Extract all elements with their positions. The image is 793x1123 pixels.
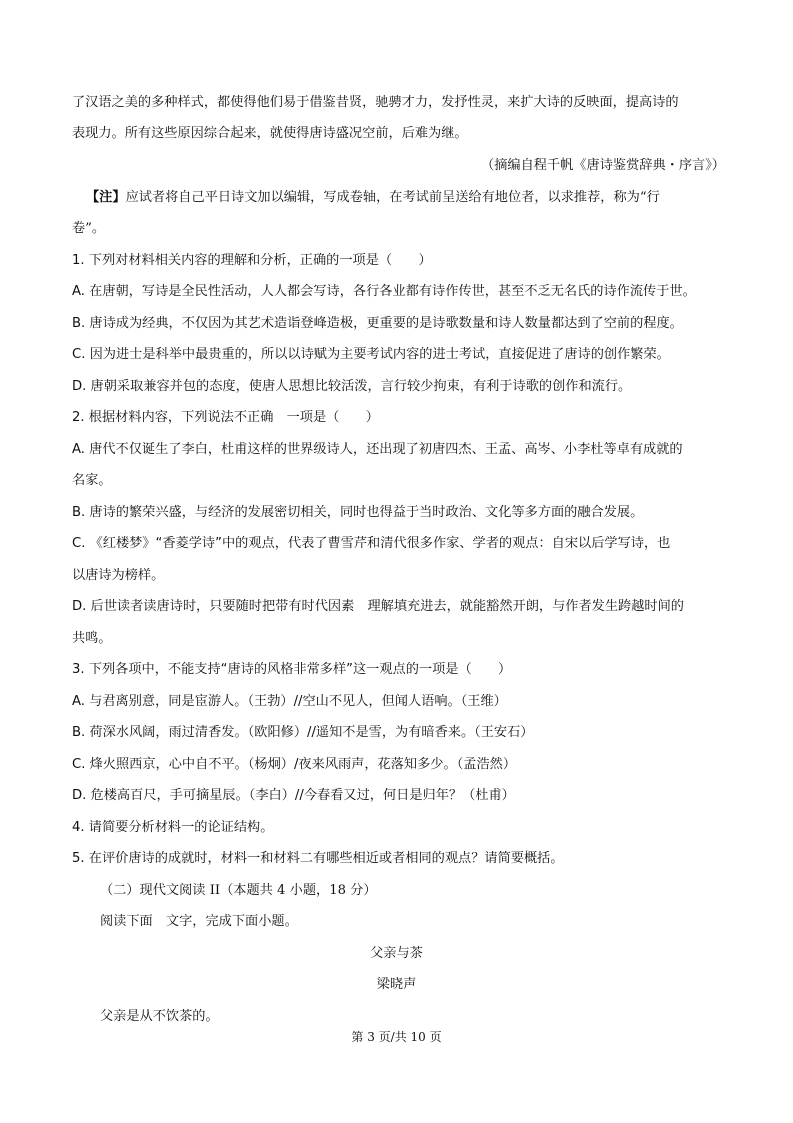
q2-option-c-line-1: C. 《红楼梦》“香菱学诗”中的观点，代表了曹雪芹和清代很多作家、学者的观点：自宋以后学写诗，也: [72, 536, 671, 551]
page-footer: 第 3 页/共 10 页: [351, 1030, 442, 1044]
q3-option-a: A. 与君离别意，同是宦游人。（王勃）//空山不见人，但闻人语响。（王维）: [72, 694, 507, 709]
q3-option-b: B. 荷深水风阔，雨过清香发。（欧阳修）//遥知不是雪，为有暗香来。（王安石）: [72, 725, 534, 740]
article-title: 父亲与茶: [370, 946, 423, 961]
intro-line-2: 表现力。所有这些原因综合起来，就使得唐诗盛况空前，后难为继。: [72, 126, 468, 141]
q3-option-d: D. 危楼高百尺，手可摘星辰。（李白）//今春看又过，何日是归年？（杜甫）: [72, 788, 515, 803]
q4: 4. 请简要分析材料一的论证结构。: [72, 820, 274, 835]
reading-instruction: 阅读下面 文字，完成下面小题。: [100, 914, 298, 929]
q1-option-c: C. 因为进士是科举中最贵重的，所以以诗赋为主要考试内容的进士考试，直接促进了唐诗的创作繁荣。: [72, 347, 670, 362]
section-heading: （二）现代文阅读 II（本题共 4 小题，18 分）: [100, 883, 377, 898]
q2-option-a-line-1: A. 唐代不仅诞生了李白，杜甫这样的世界级诗人，还出现了初唐四杰、王孟、高岑、小李杜等卓有成就的: [72, 442, 683, 457]
note-line-1: [86, 189, 660, 207]
note-label: 【注】: [86, 190, 126, 205]
article-first-line: 父亲是从不饮茶的。: [100, 1009, 219, 1024]
q1-option-b: B. 唐诗成为经典，不仅因为其艺术造诣登峰造极，更重要的是诗歌数量和诗人数量都达到了空前的程度。: [72, 316, 683, 331]
q2-option-d-line-2: 共鸣。: [72, 631, 112, 646]
q5: 5. 在评价唐诗的成就时，材料一和材料二有哪些相近或者相同的观点？请简要概括。: [72, 851, 564, 866]
q2-option-c-line-2: 以唐诗为榜样。: [72, 568, 165, 583]
q2-stem: 2. 根据材料内容，下列说法不正确 一项是（ ）: [72, 410, 379, 425]
q2-option-d-line-1: D. 后世读者读唐诗时，只要随时把带有时代因素 理解填充进去，就能豁然开朗，与作者发生跨越时间的: [72, 599, 684, 614]
q3-option-c: C. 烽火照西京，心中自不平。（杨炯）/夜来风雨声，花落知多少。（孟浩然）: [72, 757, 517, 772]
note-line-2: 卷”。: [72, 221, 106, 236]
q1-option-d: D. 唐朝采取兼容并包的态度，使唐人思想比较活泼，言行较少拘束，有利于诗歌的创作和流行。: [72, 379, 632, 394]
q3-stem: 3. 下列各项中，不能支持“唐诗的风格非常多样”这一观点的一项是（ ）: [72, 662, 512, 677]
intro-line-1: 了汉语之美的多种样式，都使得他们易于借鉴昔贤，驰骋才力，发抒性灵，来扩大诗的反映面，提高诗的: [72, 95, 679, 110]
note-text: 应试者将自己平日诗文加以编辑，写成卷轴，在考试前呈送给有地位者，以求推荐，称为“行: [125, 190, 660, 205]
q1-stem: 1. 下列对材料相关内容的理解和分析，正确的一项是（ ）: [72, 253, 432, 268]
citation: （摘编自程千帆《唐诗鉴赏辞典・序言》）: [481, 158, 725, 173]
q2-option-a-line-2: 名家。: [72, 473, 112, 488]
q1-option-a: A. 在唐朝，写诗是全民性活动，人人都会写诗，各行各业都有诗作传世，甚至不乏无名氏的诗作流传于世。: [72, 284, 696, 299]
q2-option-b: B. 唐诗的繁荣兴盛，与经济的发展密切相关，同时也得益于当时政治、文化等多方面的融合发展。: [72, 505, 644, 520]
article-author: 梁晓声: [376, 977, 417, 992]
